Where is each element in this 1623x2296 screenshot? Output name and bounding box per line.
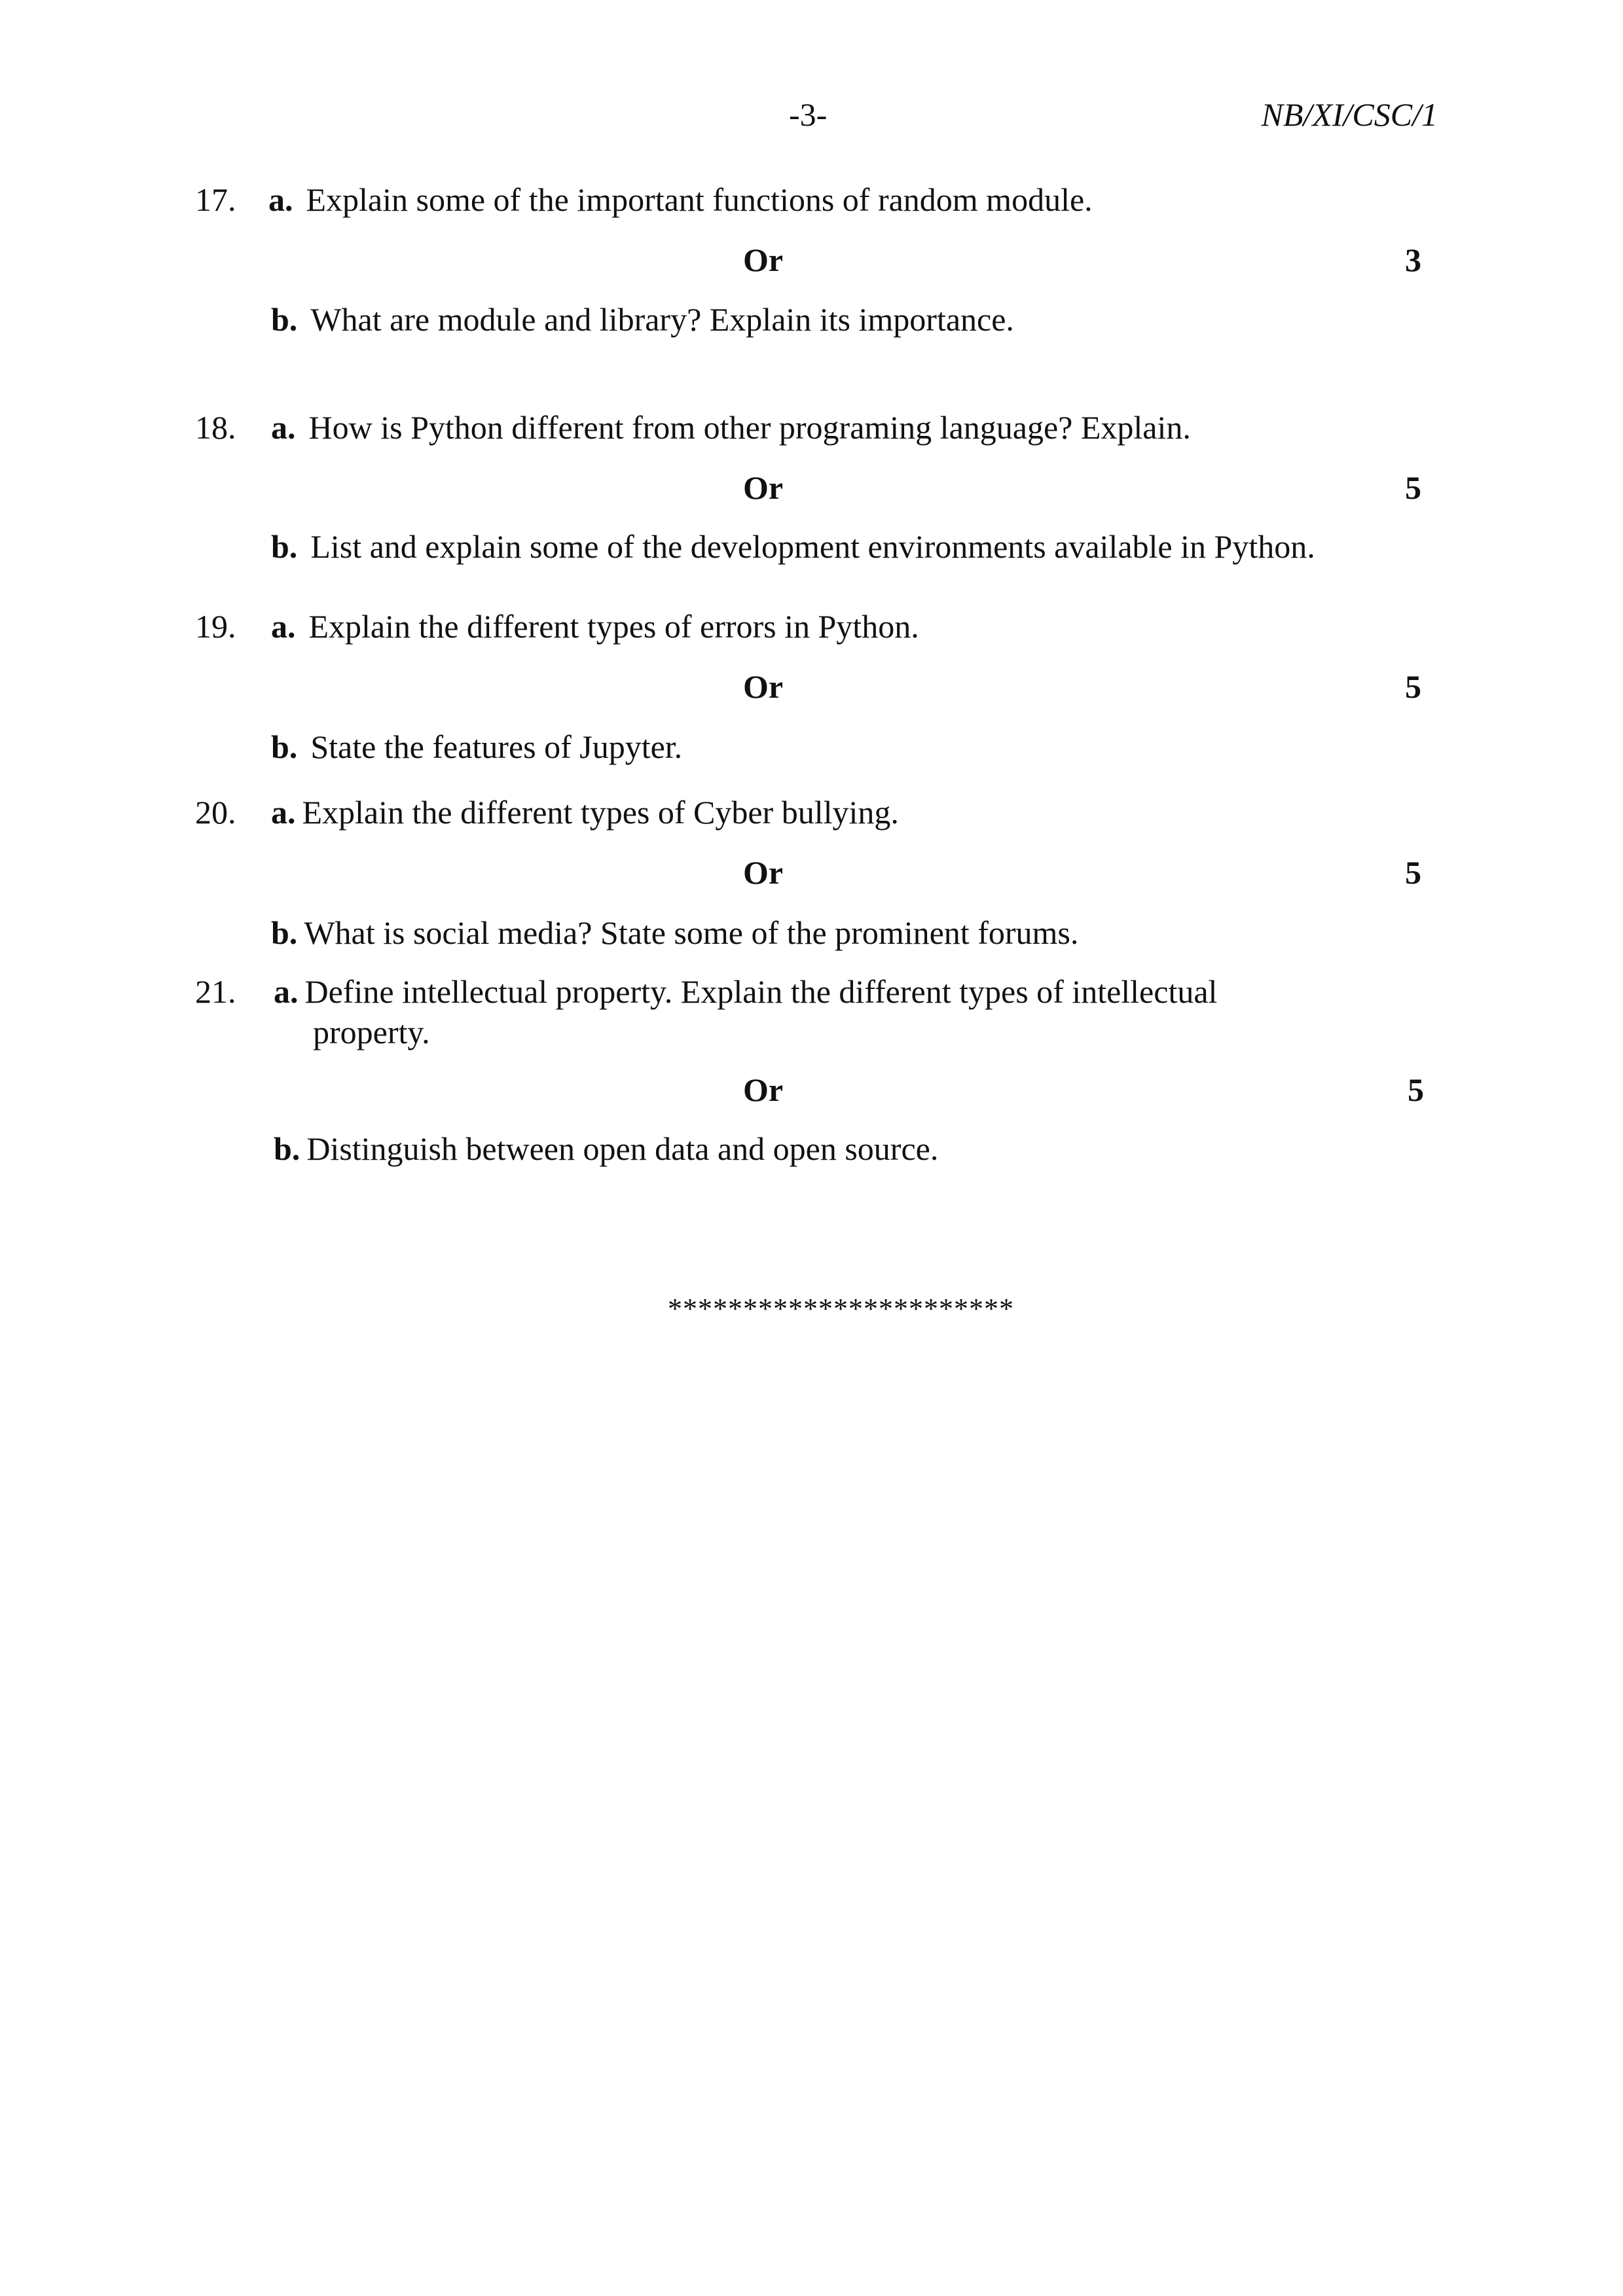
part-text: What is social media? State some of the prominent forums. xyxy=(304,914,1079,951)
question-number: 21. xyxy=(195,973,236,1010)
part-letter: b. xyxy=(271,914,298,951)
marks: 5 xyxy=(1405,668,1421,705)
question-part-b xyxy=(271,303,1014,336)
question-number: 19. xyxy=(195,608,236,645)
or-separator: Or xyxy=(743,668,784,705)
part-text: State the features of Jupyter. xyxy=(310,728,683,765)
page-number: -3- xyxy=(789,96,828,133)
or-separator: Or xyxy=(743,469,784,506)
part-letter: b. xyxy=(271,528,298,565)
part-letter: b. xyxy=(271,301,298,338)
or-separator: Or xyxy=(743,854,784,891)
marks: 3 xyxy=(1405,242,1421,278)
part-letter: a. xyxy=(274,973,299,1010)
question-part-b xyxy=(274,1132,938,1165)
part-letter: a. xyxy=(271,608,296,645)
question-number: 20. xyxy=(195,794,236,831)
question-number: 18. xyxy=(195,409,236,446)
marks: 5 xyxy=(1405,469,1421,506)
question-part-a xyxy=(268,183,1093,216)
part-text-continuation: property. xyxy=(313,1014,430,1050)
part-letter: b. xyxy=(274,1130,301,1167)
part-text: Explain the different types of Cyber bullying. xyxy=(302,794,899,831)
part-text: Explain the different types of errors in Python. xyxy=(308,608,919,645)
part-letter: a. xyxy=(268,181,293,218)
question-part-a xyxy=(274,975,1217,1008)
marks: 5 xyxy=(1408,1071,1424,1108)
or-separator: Or xyxy=(743,242,784,278)
end-of-paper-mark: *********************** xyxy=(668,1293,1014,1325)
question-part-b xyxy=(271,916,1078,949)
question-part-b xyxy=(271,730,682,763)
part-letter: a. xyxy=(271,409,296,446)
part-letter: b. xyxy=(271,728,298,765)
part-text: How is Python different from other programing language? Explain. xyxy=(308,409,1191,446)
question-part-a xyxy=(271,610,919,643)
part-text: Define intellectual property. Explain the different types of intellectual xyxy=(304,973,1218,1010)
part-letter: a. xyxy=(271,794,296,831)
part-text: What are module and library? Explain its importance. xyxy=(310,301,1014,338)
marks: 5 xyxy=(1405,854,1421,891)
question-part-a xyxy=(271,411,1191,444)
part-text: List and explain some of the development environments available in Python. xyxy=(310,528,1315,565)
question-part-a xyxy=(271,796,899,829)
or-separator: Or xyxy=(743,1071,784,1108)
paper-code: NB/XI/CSC/1 xyxy=(1261,96,1438,133)
part-text: Distinguish between open data and open source. xyxy=(306,1130,939,1167)
part-text: Explain some of the important functions of random module. xyxy=(306,181,1093,218)
question-part-b xyxy=(271,530,1315,563)
question-number: 17. xyxy=(195,181,236,218)
